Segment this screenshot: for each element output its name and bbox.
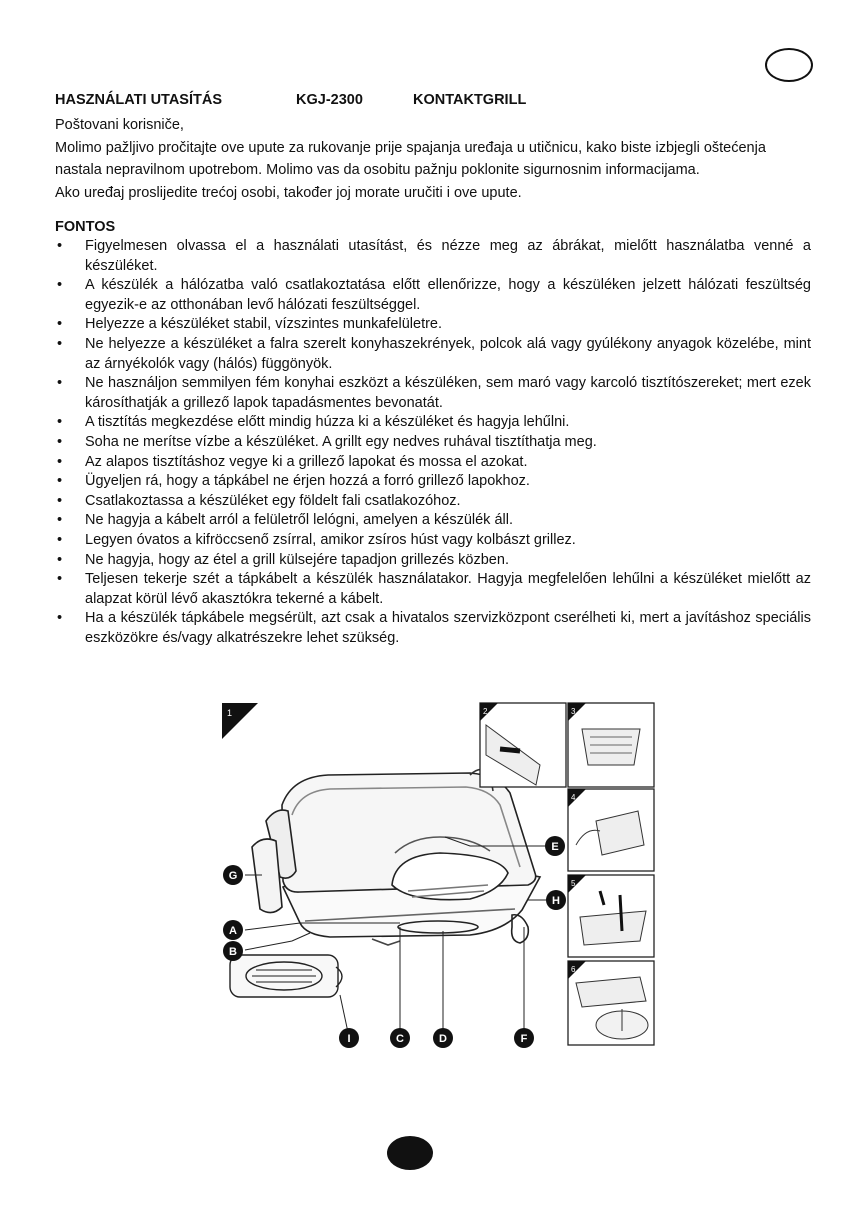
step-panel-6: [568, 961, 654, 1045]
step-panel-3: [568, 703, 654, 787]
list-item: • Helyezze a készüléket stabil, vízszintes munkafelületre.: [55, 315, 811, 335]
list-item: • Ne használjon semmilyen fém konyhai eszközt a készüléken, sem maró vagy karcoló tisztítószereket; mert ezek károsíthatják a grillező lapok tapadásmentes bevonatát.: [55, 374, 811, 413]
callout-label: E: [551, 841, 559, 853]
callout-h: [546, 890, 566, 910]
manual-title: HASZNÁLATI UTASÍTÁS: [55, 92, 223, 108]
intro-paragraph: Molimo pažljivo pročitajte ove upute za rukovanje prije spajanja uređaja u utičnicu, kako biste izbjegli oštećenja nastala nepravilnom upotrebom. Molimo vas da osobitu pažnju poklonite sigurnosnim informacijama.: [55, 139, 766, 178]
list-item: • Teljesen tekerje szét a tápkábelt a készülék használatakor. Hagyja megfelelően lehűlni a készüléket mielőtt az alapzat körül lévő akasztókra tekerné a kábelt.: [55, 570, 811, 609]
panel-number: 5: [571, 879, 576, 888]
grill-plate-inset: [230, 955, 342, 997]
callout-d: [433, 1028, 453, 1048]
list-item: • Soha ne merítse vízbe a készüléket. A grillt egy nedves ruhával tisztíthatja meg.: [55, 433, 811, 453]
list-item: • Ne hagyja a kábelt arról a felületről lelógni, amelyen a készülék áll.: [55, 511, 811, 531]
callout-label: A: [229, 925, 237, 937]
page-number-badge: [387, 1136, 433, 1170]
panel-number: 1: [227, 708, 233, 718]
callout-label: D: [439, 1033, 447, 1045]
list-item: • Csatlakoztassa a készüléket egy földelt fali csatlakozóhoz.: [55, 492, 811, 512]
list-item: • Ha a készülék tápkábele megsérült, azt csak a hivatalos szervizközpont cserélheti ki, mert a javításhoz speciális eszközökre és/vagy alkatrészekre lehet szükség.: [55, 609, 811, 648]
list-item: • Ne hagyja, hogy az étel a grill külsejére tapadjon grillezés közben.: [55, 551, 811, 571]
panel-number: 2: [483, 707, 488, 716]
language-indicator-oval: [765, 48, 813, 82]
list-item: • Ne helyezze a készüléket a falra szerelt konyhaszekrények, polcok alá vagy gyúlékony anyagok közelébe, mint az árnyékolók vagy (hálós) függönyök.: [55, 335, 811, 374]
step-panel-4: [568, 789, 654, 871]
callout-b: [223, 941, 243, 961]
greeting: Poštovani korisniče,: [55, 117, 184, 133]
step-panel-5: [568, 875, 654, 957]
list-item: • Az alapos tisztításhoz vegye ki a grillező lapokat és mossa el azokat.: [55, 453, 811, 473]
callout-a: [223, 920, 243, 940]
list-item: • Ügyeljen rá, hogy a tápkábel ne érjen hozzá a forró grillező lapokhoz.: [55, 472, 811, 492]
intro-paragraph: Ako uređaj proslijedite trećoj osobi, također joj morate uručiti i ove upute.: [55, 184, 522, 201]
callout-i: [339, 1028, 359, 1048]
callout-label: F: [520, 1033, 528, 1045]
list-item: • A készülék a hálózatba való csatlakoztatása előtt ellenőrizze, hogy a készüléken jelzett hálózati feszültség egyezik-e az otthonában levő hálózati feszültséggel.: [55, 276, 811, 315]
callout-label: G: [228, 870, 238, 882]
intro-text: [55, 114, 815, 204]
section-title: FONTOS: [55, 219, 116, 235]
panel-number: 4: [571, 793, 576, 802]
callout-label: B: [229, 946, 237, 958]
panel-number: 3: [571, 707, 576, 716]
callout-g: [223, 865, 243, 885]
model-number: KGJ-2300: [296, 92, 363, 108]
callout-c: [390, 1028, 410, 1048]
list-item: • Figyelmesen olvassa el a használati utasítást, és nézze meg az ábrákat, mielőtt használatba venné a készüléket.: [55, 237, 811, 276]
list-item: • A tisztítás megkezdése előtt mindig húzza ki a készüléket és hagyja lehűlni.: [55, 413, 811, 433]
safety-list: [55, 237, 811, 648]
callout-label: H: [552, 895, 560, 907]
callout-label: C: [396, 1033, 404, 1045]
callout-e: [545, 836, 565, 856]
product-name: KONTAKTGRILL: [413, 92, 527, 108]
grill-drawing: [252, 769, 540, 945]
panel-number: 6: [571, 965, 576, 974]
callout-label: I: [347, 1033, 351, 1045]
callout-f: [514, 1028, 534, 1048]
grill-illustration: [0, 695, 863, 1075]
panel-1-marker: [222, 703, 258, 739]
step-panel-2: [480, 703, 566, 787]
list-item: • Legyen óvatos a kifröccsenő zsírral, amikor zsíros húst vagy kolbászt grillez.: [55, 531, 811, 551]
